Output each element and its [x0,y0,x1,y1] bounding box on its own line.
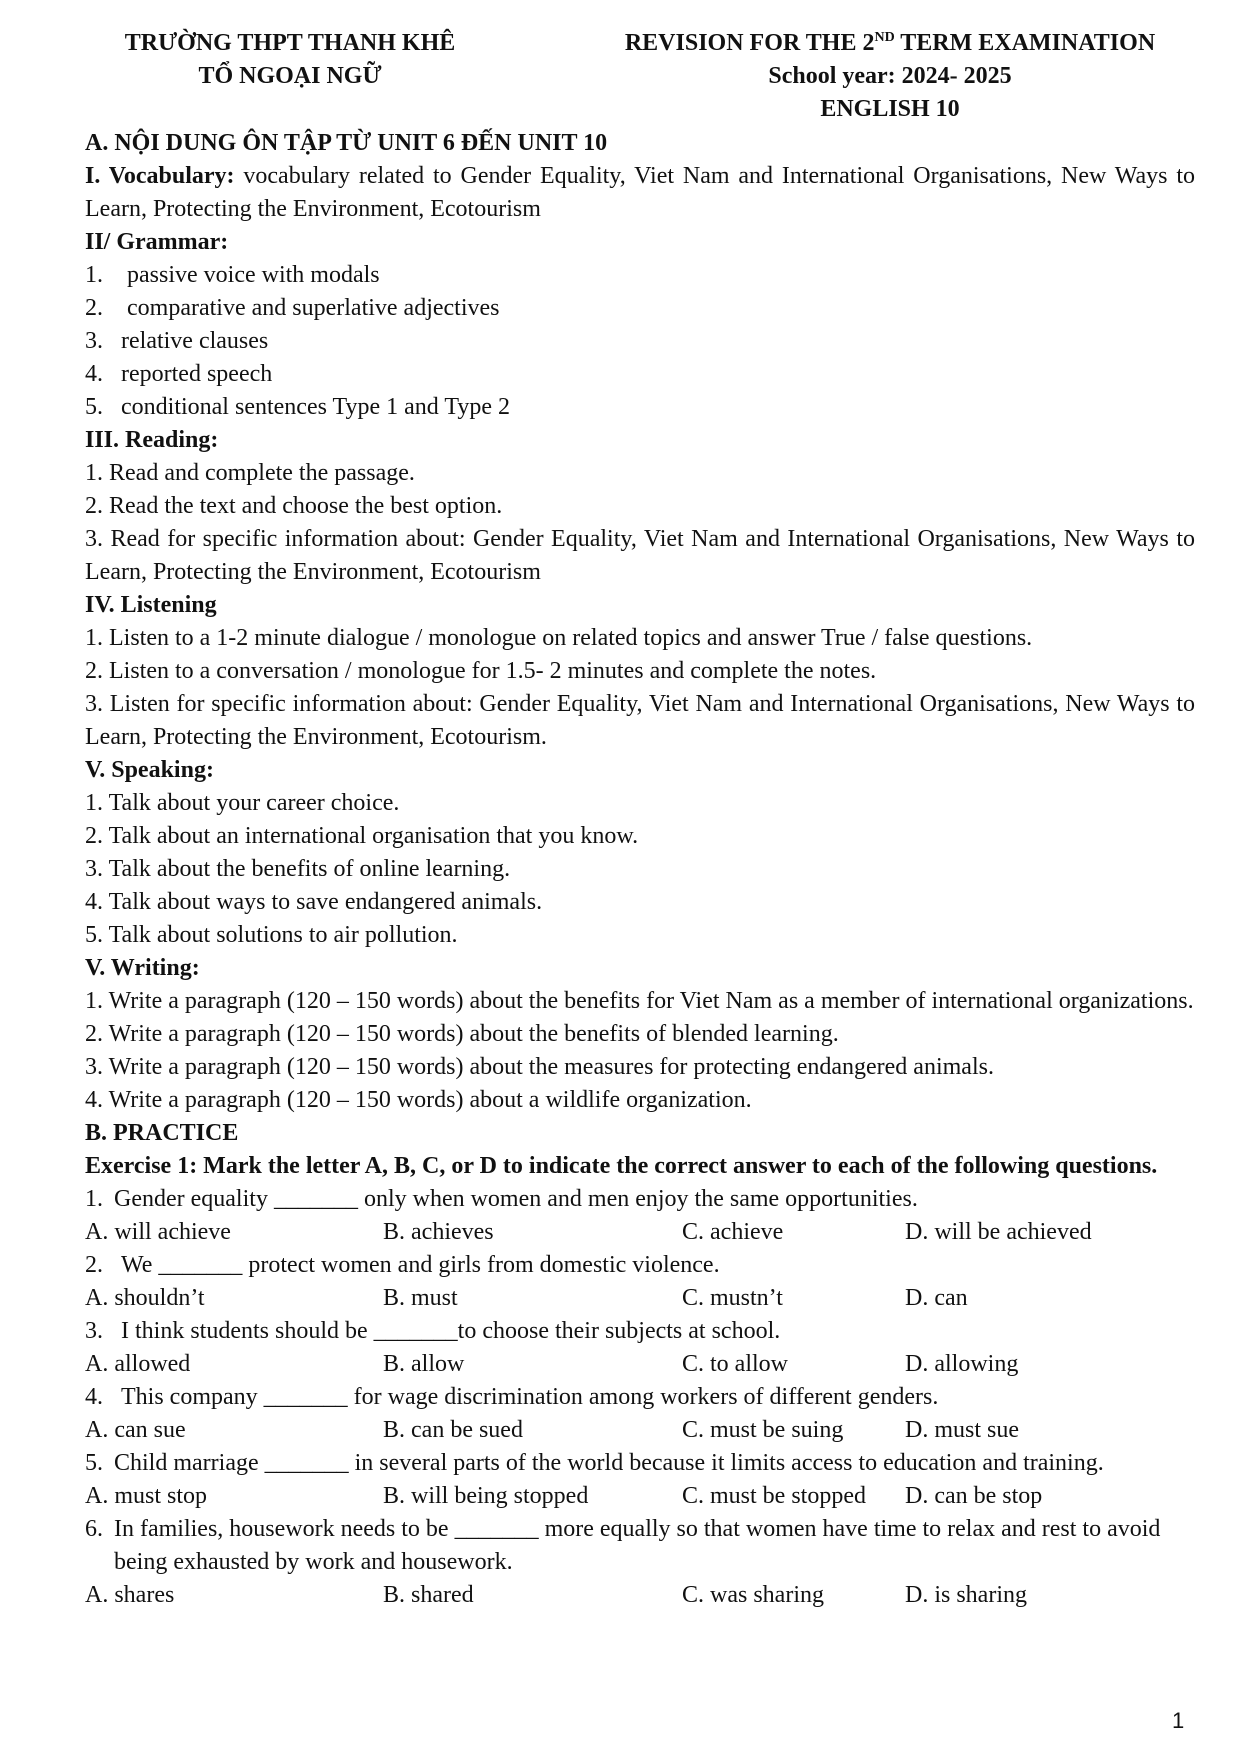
vocabulary-paragraph: I. Vocabulary: vocabulary related to Gender Equality, Viet Nam and International Organisations, New Ways to Learn, Protecting the Environment, Ecotourism [85,163,1195,222]
answer-options [85,1348,1195,1381]
option-b: B. shared [383,1582,474,1608]
grammar-item: 3. relative clauses [85,328,269,354]
option-b: B. achieves [383,1219,494,1245]
option-c: C. was sharing [682,1582,824,1608]
listening-item: 1. Listen to a 1-2 minute dialogue / monologue on related topics and answer True / false questions. [85,625,1033,651]
option-c: C. must be stopped [682,1483,866,1509]
listening-item: 2. Listen to a conversation / monologue for 1.5- 2 minutes and complete the notes. [85,658,877,684]
speaking-item: 4. Talk about ways to save endangered animals. [85,889,543,915]
writing-item: 3. Write a paragraph (120 – 150 words) about the measures for protecting endangered animals. [85,1054,994,1080]
exam-title: REVISION FOR THE 2ND TERM EXAMINATION [624,30,1156,56]
answer-options [85,1216,1195,1249]
option-b: B. can be sued [383,1417,523,1443]
option-b: B. must [383,1285,458,1311]
speaking-item: 3. Talk about the benefits of online learning. [85,856,511,882]
speaking-item: 5. Talk about solutions to air pollution. [85,922,458,948]
listening-item: 3. Listen for specific information about: Gender Equality, Viet Nam and International Organisations, New Ways to Learn, Protecting the Environment, Ecotourism. [85,691,1195,750]
writing-item: 2. Write a paragraph (120 – 150 words) about the benefits of blended learning. [85,1021,839,1047]
option-b: B. will being stopped [383,1483,589,1509]
school-header [90,27,490,93]
option-d: D. must sue [905,1417,1019,1443]
speaking-heading: V. Speaking: [85,757,214,783]
option-c: C. achieve [682,1219,784,1245]
school-name: TRƯỜNG THPT THANH KHÊ [124,30,456,56]
option-a: A. can sue [85,1417,186,1443]
writing-item: 1. Write a paragraph (120 – 150 words) about the benefits for Viet Nam as a member of international organizations. [85,988,1194,1014]
department-name: TỔ NGOẠI NGỮ [198,63,382,89]
school-year: School year: 2024- 2025 [768,63,1012,89]
exercise-1-instruction: Exercise 1: Mark the letter A, B, C, or D to indicate the correct answer to each of the following questions. [85,1153,1158,1179]
option-a: A. shares [85,1582,175,1608]
section-b-heading: B. PRACTICE [85,1120,239,1146]
option-a: A. shouldn’t [85,1285,205,1311]
option-a: A. will achieve [85,1219,231,1245]
question: 2. We _______ protect women and girls from domestic violence. [85,1252,720,1278]
option-a: A. must stop [85,1483,208,1509]
speaking-item: 2. Talk about an international organisation that you know. [85,823,639,849]
answer-options [85,1282,1195,1315]
option-c: C. to allow [682,1351,788,1377]
option-d: D. will be achieved [905,1219,1092,1245]
section-a-heading: A. NỘI DUNG ÔN TẬP TỪ UNIT 6 ĐẾN UNIT 10 [85,130,608,156]
grammar-item: 5. conditional sentences Type 1 and Type 2 [85,394,510,420]
option-b: B. allow [383,1351,465,1377]
grammar-item: 2. comparative and superlative adjectives [85,295,500,321]
listening-heading: IV. Listening [85,592,217,618]
grammar-heading: II/ Grammar: [85,229,229,255]
option-d: D. can be stop [905,1483,1043,1509]
writing-item: 4. Write a paragraph (120 – 150 words) about a wildlife organization. [85,1087,752,1113]
option-d: D. is sharing [905,1582,1027,1608]
document-body [85,127,1195,1612]
exam-header [590,27,1190,126]
reading-item: 1. Read and complete the passage. [85,460,415,486]
answer-options [85,1414,1195,1447]
answer-options [85,1480,1195,1513]
writing-heading: V. Writing: [85,955,200,981]
grammar-item: 4. reported speech [85,361,273,387]
grammar-item: 1. passive voice with modals [85,262,380,288]
reading-item: 2. Read the text and choose the best option. [85,493,503,519]
question: 6. In families, housework needs to be _______ more equally so that women have time to relax and rest to avoid being exhausted by work and housework. [85,1516,1161,1575]
question: 5. Child marriage _______ in several parts of the world because it limits access to education and training. [85,1450,1104,1476]
option-d: D. can [905,1285,968,1311]
option-a: A. allowed [85,1351,191,1377]
option-c: C. must be suing [682,1417,844,1443]
question: 3. I think students should be _______to choose their subjects at school. [85,1318,781,1344]
reading-heading: III. Reading: [85,427,219,453]
answer-options [85,1579,1195,1612]
question: 4. This company _______ for wage discrimination among workers of different genders. [85,1384,939,1410]
option-d: D. allowing [905,1351,1019,1377]
speaking-item: 1. Talk about your career choice. [85,790,400,816]
page-number: 1 [1172,1708,1185,1733]
option-c: C. mustn’t [682,1285,783,1311]
reading-item: 3. Read for specific information about: Gender Equality, Viet Nam and International Organisations, New Ways to Learn, Protecting the Environment, Ecotourism [85,526,1195,585]
question: 1. Gender equality _______ only when women and men enjoy the same opportunities. [85,1186,918,1212]
subject-name: ENGLISH 10 [820,96,960,122]
